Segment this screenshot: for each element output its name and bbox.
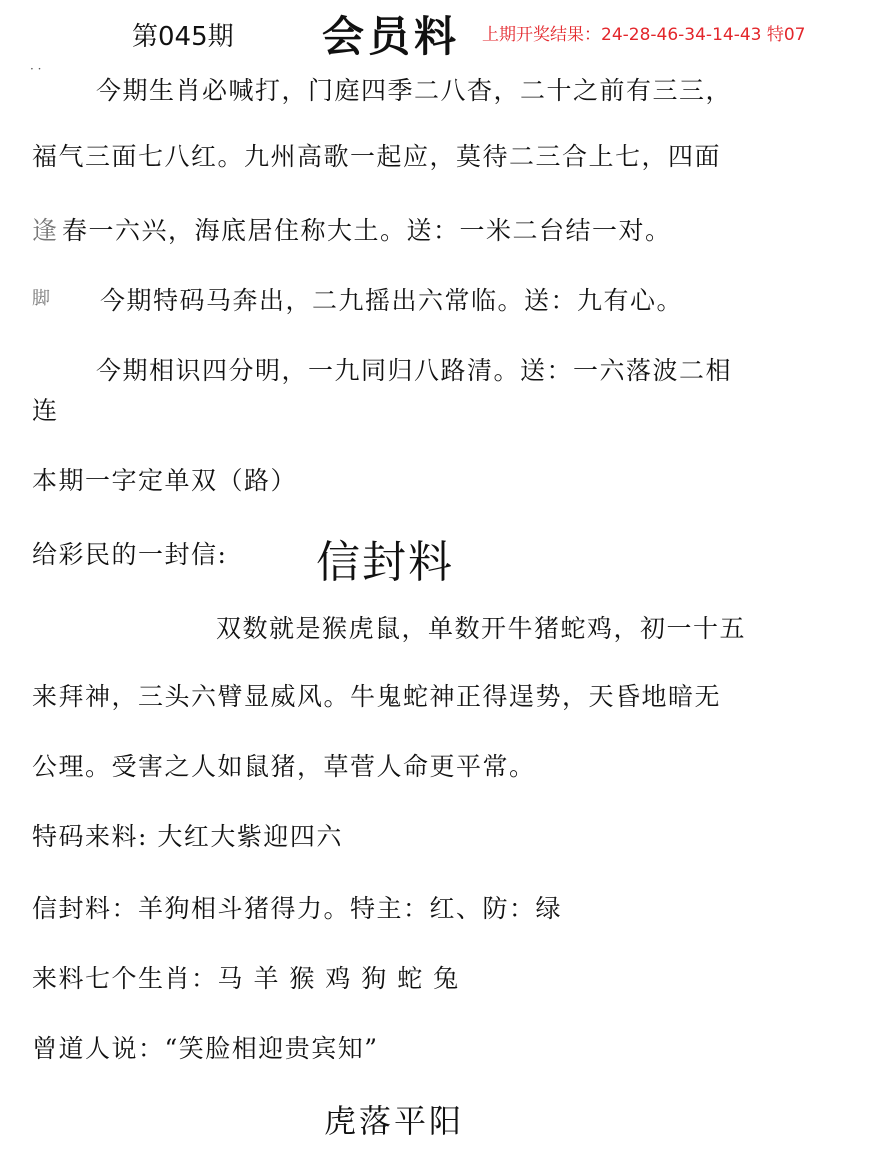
- footer-idiom: 虎落平阳: [324, 1102, 465, 1140]
- page-title: 会员料: [322, 12, 461, 61]
- single-double-line: 本期一字定单双（路）: [32, 466, 298, 495]
- poem-line-5: 今期相识四分明，一九同归八路清。送：一六落波二相: [96, 356, 733, 385]
- letter-line-1: 双数就是猴虎鼠，单数开牛猪蛇鸡，初一十五: [216, 614, 747, 643]
- letter-line-3: 公理。受害之人如鼠猪，草菅人命更平常。: [32, 752, 536, 781]
- poem-line-1: 今期生肖必喊打，门庭四季二八杳，二十之前有三三，: [96, 76, 733, 105]
- poem-line-3-mark: 逢: [32, 216, 59, 245]
- poem-line-2: 福气三面七八红。九州高歌一起应，莫待二三合上七，四面: [32, 142, 722, 171]
- poem-line-3: 春一六兴，海底居住称大土。送：一米二台结一对。: [62, 216, 672, 245]
- special-source-line: 特码来料: 大红大紫迎四六: [32, 822, 343, 851]
- scan-speck: · ·: [30, 62, 42, 76]
- letter-line-2: 来拜神，三头六臂显威风。牛鬼蛇神正得逞势，天昏地暗无: [32, 682, 722, 711]
- poem-line-4: 今期特码马奔出，二九摇出六常临。送：九有心。: [100, 286, 684, 315]
- taoist-saying-line: 曾道人说：“笑脸相迎贵宾知”: [32, 1034, 379, 1063]
- letter-title: 信封料: [316, 537, 454, 588]
- envelope-source-line: 信封料：羊狗相斗猪得力。特主：红、防：绿: [32, 894, 563, 923]
- seven-zodiacs-line: 来料七个生肖：马 羊 猴 鸡 狗 蛇 兔: [32, 964, 460, 993]
- issue-number: 第045期: [132, 22, 234, 52]
- last-draw-result: 上期开奖结果：24-28-46-34-14-43 特07: [482, 25, 806, 45]
- poem-line-4-mark: 脚: [32, 288, 52, 309]
- poem-line-6: 连: [32, 396, 59, 425]
- letter-label: 给彩民的一封信:: [32, 540, 228, 569]
